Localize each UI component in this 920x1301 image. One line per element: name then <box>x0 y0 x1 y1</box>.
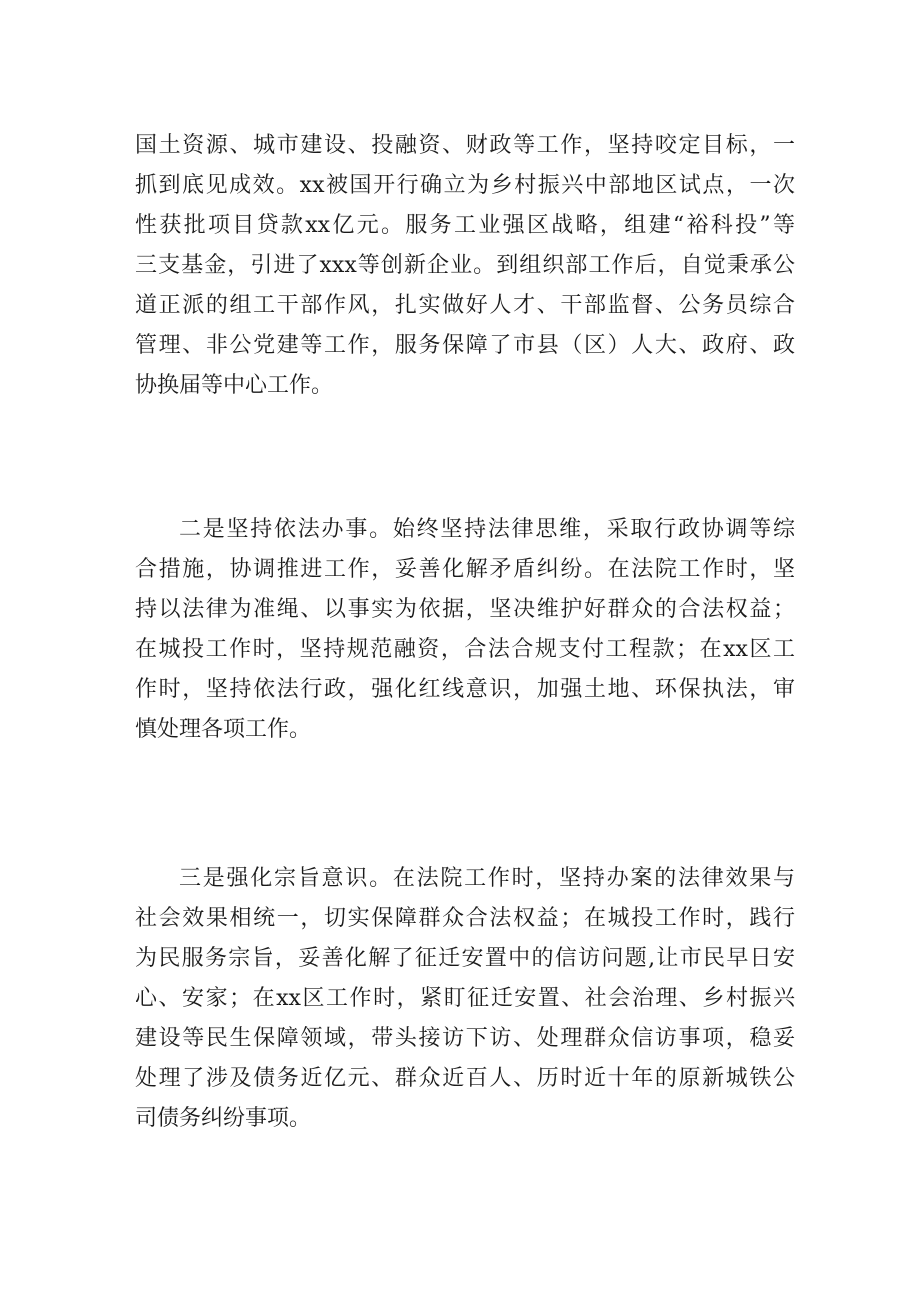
text-line: 管理、非公党建等工作，服务保障了市县（区）人大、政府、政 <box>135 333 795 358</box>
text-line: 协换届等中心工作。 <box>135 373 334 398</box>
paragraph-continued <box>135 126 795 406</box>
text-line: 作时，坚持依法行政，强化红线意识，加强土地、环保执法，审 <box>135 677 795 702</box>
text-line: 国土资源、城市建设、投融资、财政等工作，坚持咬定目标，一 <box>135 133 795 158</box>
paragraph-rule-of-law <box>135 510 795 750</box>
text-line: 三是强化宗旨意识。在法院工作时，坚持办案的法律效果与 <box>179 866 795 891</box>
text-line: 道正派的组工干部作风，扎实做好人才、干部监督、公务员综合 <box>135 293 795 318</box>
text-line: 合措施，协调推进工作，妥善化解矛盾纠纷。在法院工作时，坚 <box>135 557 795 582</box>
text-line: 为民服务宗旨，妥善化解了征迁安置中的信访问题,让市民早日安 <box>135 946 795 971</box>
text-line: 持以法律为准绳、以事实为依据，坚决维护好群众的合法权益； <box>135 597 795 622</box>
paragraph-purpose-awareness <box>135 859 795 1139</box>
text-line: 处理了涉及债务近亿元、群众近百人、历时近十年的原新城铁公 <box>135 1066 795 1091</box>
text-line: 在城投工作时，坚持规范融资，合法合规支付工程款；在xx区工 <box>135 637 795 662</box>
text-line: 慎处理各项工作。 <box>135 717 312 742</box>
text-line: 心、安家；在xx区工作时，紧盯征迁安置、社会治理、乡村振兴 <box>135 986 795 1011</box>
text-line: 二是坚持依法办事。始终坚持法律思维，采取行政协调等综 <box>179 517 795 542</box>
text-line: 司债务纠纷事项。 <box>135 1106 312 1131</box>
text-line: 抓到底见成效。xx被国开行确立为乡村振兴中部地区试点，一次 <box>135 173 795 198</box>
text-line: 社会效果相统一，切实保障群众合法权益；在城投工作时，践行 <box>135 906 795 931</box>
text-line: 性获批项目贷款xx亿元。服务工业强区战略，组建“裕科投”等 <box>135 213 795 238</box>
text-line: 建设等民生保障领域，带头接访下访、处理群众信访事项，稳妥 <box>135 1026 795 1051</box>
text-line: 三支基金，引进了xxx等创新企业。到组织部工作后，自觉秉承公 <box>135 253 795 278</box>
